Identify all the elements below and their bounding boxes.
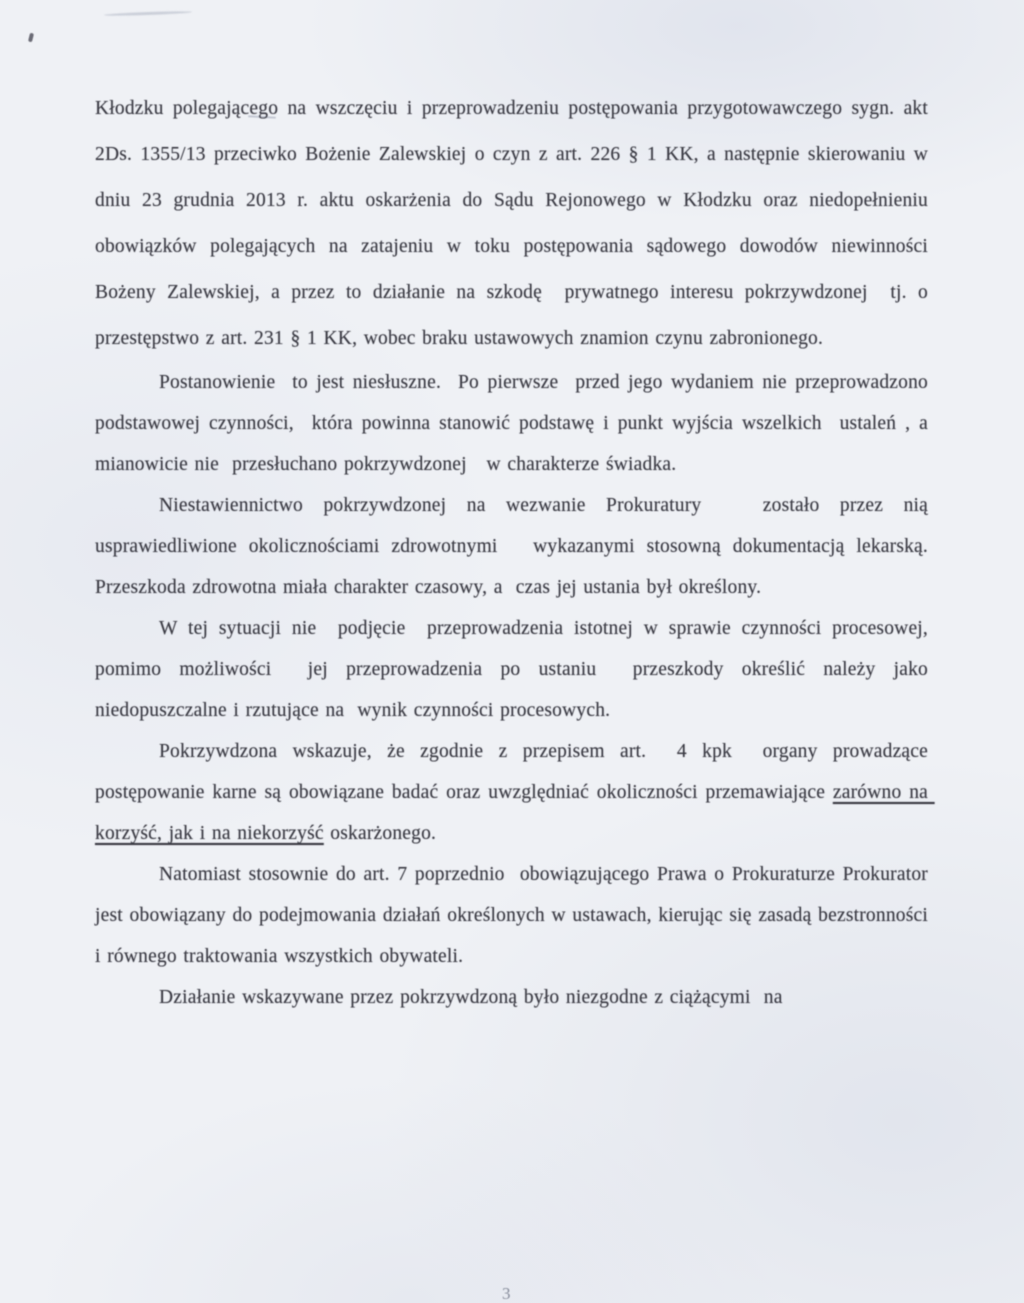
paragraph-pokrzywdzona-wskazuje <box>95 731 935 854</box>
paragraph-5-text-start: Pokrzywdzona wskazuje, że zgodnie z przepisem art. 4 kpk organy prowadzące postępowanie karne są obowiązane badać oraz uwzględniać okoliczności przemawiające <box>95 741 935 803</box>
document-body <box>95 86 942 1018</box>
scan-artifact-smudge <box>104 10 192 16</box>
paragraph-dzialanie: Działanie wskazywane przez pokrzywdzoną było niezgodne z ciążącymi na <box>159 987 783 1008</box>
underlined-text: zarówno na korzyść, jak i na niekorzyść <box>95 782 935 844</box>
paragraph-continuation: Kłodzku polegającego na wszczęciu i przeprowadzeniu postępowania przygotowawczego sygn. akt 2Ds. 1355/13 przeciwko Bożenie Zalewskiej o czyn z art. 226 § 1 KK, a następnie skierowaniu w dniu 23 grudnia 2013 r. aktu oskarżenia do Sądu Rejonowego w Kłodzku oraz niedopełnieniu obowiązków polegających na zatajeniu w toku postępowania sądowego dowodów niewinności Bożeny Zalewskiej, a przez to działanie na szkodę prywatnego interesu pokrzywdzonej tj. o przestępstwo z art. 231 § 1 KK, wobec braku ustawowych znamion czynu zabronionego. <box>95 98 942 349</box>
paragraph-postanowienie: Postanowienie to jest niesłuszne. Po pierwsze przed jego wydaniem nie przeprowadzono podstawowej czynności, która powinna stanowić podstawę i punkt wyjścia wszelkich ustaleń , a mianowicie nie przesłuchano pokrzywdzonej w charakterze świadka. <box>95 372 935 475</box>
scan-artifact-speck <box>28 33 34 43</box>
paragraph-w-tej-sytuacji: W tej sytuacji nie podjęcie przeprowadzenia istotnej w sprawie czynności procesowej, pomimo możliwości jej przeprowadzenia po ustaniu przeszkody określić należy jako niedopuszczalne i rzutujące na wynik czynności procesowych. <box>95 618 935 721</box>
paragraph-niestawiennictwo: Niestawiennictwo pokrzywdzonej na wezwanie Prokuratury zostało przez nią usprawiedliwione okolicznościami zdrowotnymi wykazanymi stosowną dokumentacją lekarską. Przeszkoda zdrowotna miała charakter czasowy, a czas jej ustania był określony. <box>95 495 935 598</box>
page-number: 3 <box>502 1284 511 1303</box>
paragraph-natomiast: Natomiast stosownie do art. 7 poprzednio obowiązującego Prawa o Prokuraturze Prokurator jest obowiązany do podejmowania działań określonych w ustawach, kierując się zasadą bezstronności i równego traktowania wszystkich obywateli. <box>95 864 935 967</box>
paragraph-5-text-end: oskarżonego. <box>323 823 437 844</box>
